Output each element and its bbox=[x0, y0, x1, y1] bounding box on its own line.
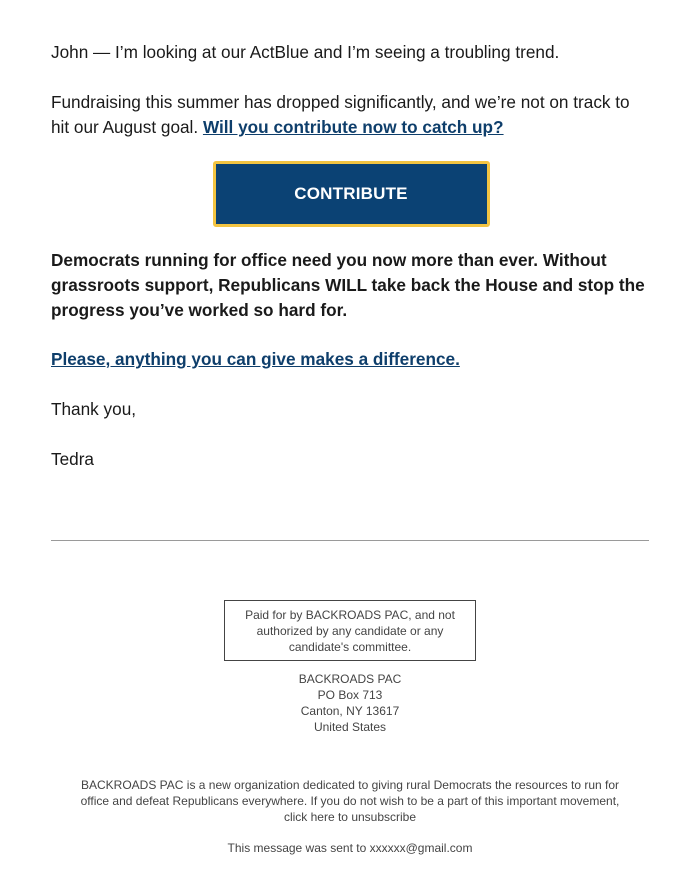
thanks-text: Thank you, bbox=[51, 399, 137, 419]
address-org: BACKROADS PAC bbox=[298, 672, 402, 686]
trend-paragraph bbox=[51, 90, 651, 140]
footer-divider bbox=[51, 540, 649, 541]
cta-container bbox=[51, 161, 651, 227]
intro-paragraph: John — I’m looking at our ActBlue and I’m seeing a troubling trend. bbox=[51, 42, 560, 62]
sent-to-text: This message was sent to xxxxxx@gmail.com bbox=[227, 841, 473, 855]
address-country: United States bbox=[313, 720, 387, 734]
address-line1: PO Box 713 bbox=[317, 688, 383, 702]
ask-paragraph bbox=[51, 347, 651, 372]
contribute-button[interactable]: CONTRIBUTE bbox=[213, 161, 490, 227]
email-content bbox=[51, 40, 651, 472]
give-difference-link[interactable]: Please, anything you can give makes a difference. bbox=[51, 349, 460, 369]
contribute-now-link[interactable]: Will you contribute now to catch up? bbox=[202, 117, 504, 137]
signature: Tedra bbox=[51, 449, 94, 469]
address-line2: Canton, NY 13617 bbox=[300, 704, 400, 718]
mailing-address bbox=[0, 671, 700, 735]
trend-text: Fundraising this summer has dropped significantly, and we’re not on track to hit our August goal. bbox=[51, 92, 630, 137]
footer bbox=[0, 600, 700, 856]
about-unsubscribe-text[interactable]: BACKROADS PAC is a new organization dedicated to giving rural Democrats the resources to run for office and defeat Republicans everywhere. If you do not wish to be a part of this important movement, click here to unsubscribe bbox=[80, 778, 620, 824]
urgent-paragraph: Democrats running for office need you now more than ever. Without grassroots support, Republicans WILL take back the House and stop the progress you’ve worked so hard for. bbox=[51, 250, 645, 320]
paid-for-disclaimer: Paid for by BACKROADS PAC, and not authorized by any candidate or any candidate's committee. bbox=[224, 600, 476, 661]
